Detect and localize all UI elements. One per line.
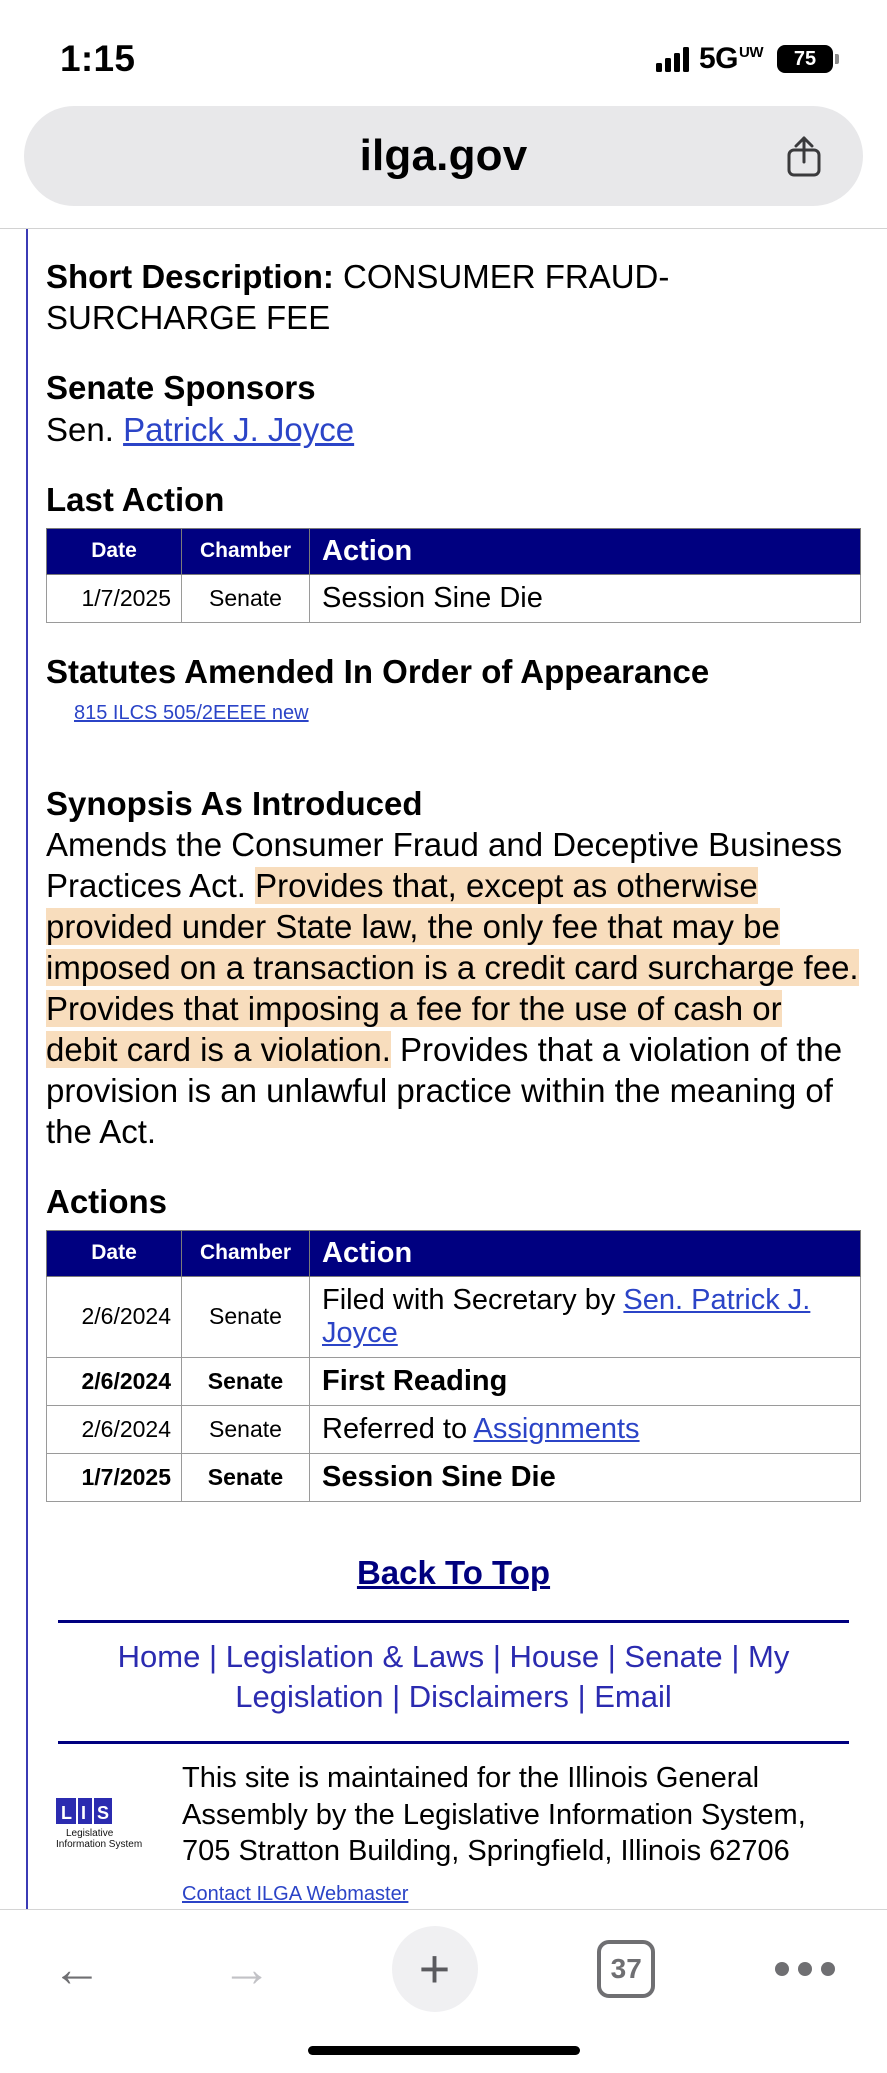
address-bar[interactable] (24, 106, 863, 206)
header-date: Date (47, 1230, 182, 1276)
actions-heading: Actions (46, 1182, 168, 1220)
status-time: 1:15 (60, 38, 136, 79)
cell-action: Session Sine Die (310, 574, 861, 622)
footer-info (46, 1744, 861, 1909)
url-text: ilga.gov (359, 131, 528, 180)
back-to-top-link[interactable]: Back To Top (356, 1553, 551, 1591)
statutes-amended-heading: Statutes Amended In Order of Appearance (46, 652, 710, 690)
more-button[interactable] (775, 1962, 835, 1976)
short-description (46, 257, 861, 339)
table-row (47, 1276, 861, 1357)
cell-action (310, 1276, 861, 1357)
lis-logo-icon (52, 1760, 170, 1857)
status-bar (0, 0, 887, 96)
cell-action: First Reading (310, 1357, 861, 1405)
svg-text:I: I (81, 1803, 87, 1824)
senate-sponsors-heading: Senate Sponsors (46, 368, 316, 406)
table-header-row (47, 1230, 861, 1276)
last-action-heading: Last Action (46, 480, 225, 518)
status-indicators (656, 42, 833, 76)
footer-link-my-legislation[interactable]: My Legislation (235, 1638, 790, 1714)
table-header-row (47, 528, 861, 574)
cell-chamber: Senate (182, 574, 310, 622)
cell-date: 1/7/2025 (47, 574, 182, 622)
synopsis-heading: Synopsis As Introduced (46, 784, 423, 822)
sponsor-line (46, 410, 861, 451)
cell-date: 2/6/2024 (47, 1357, 182, 1405)
footer-separator: | (731, 1638, 740, 1674)
browser-toolbar (0, 1909, 887, 2027)
header-date: Date (47, 528, 182, 574)
cell-chamber: Senate (182, 1453, 310, 1501)
footer-link-house[interactable]: House (509, 1638, 600, 1674)
cell-action-link[interactable]: Assignments (473, 1412, 640, 1445)
table-row (47, 574, 861, 622)
cell-chamber: Senate (182, 1276, 310, 1357)
short-description-value: CONSUMER FRAUD-SURCHARGE FEE (46, 258, 670, 336)
battery-indicator: 75 (777, 45, 833, 73)
forward-button[interactable] (221, 1940, 272, 1997)
cell-action-text: Filed with Secretary by (322, 1283, 624, 1316)
footer-separator: | (607, 1638, 616, 1674)
back-to-top[interactable] (46, 1554, 861, 1592)
sponsor-link[interactable]: Patrick J. Joyce (123, 410, 355, 448)
cell-action (310, 1405, 861, 1453)
statutes-link-wrap (74, 702, 861, 725)
share-icon[interactable] (785, 134, 823, 178)
sponsor-prefix: Sen. (46, 410, 114, 448)
actions-table (46, 1230, 861, 1502)
cell-date: 1/7/2025 (47, 1453, 182, 1501)
footer-webmaster-link[interactable]: Contact ILGA Webmaster (182, 1883, 409, 1905)
table-row (47, 1405, 861, 1453)
footer-maintained-block (182, 1760, 851, 1909)
cell-action: Session Sine Die (310, 1453, 861, 1501)
header-action: Action (310, 1230, 861, 1276)
footer-nav (46, 1623, 861, 1732)
last-action-table (46, 528, 861, 623)
signal-bars-icon (656, 46, 689, 72)
footer-separator: | (492, 1638, 501, 1674)
synopsis-highlighted: Provides that, except as otherwise provided under State law, the only fee that may be imposed on a transaction is a credit card surcharge fee. Provides that imposing a fee for the use of cash or debit card is a violation. (46, 867, 859, 1068)
footer-link-disclaimers[interactable]: Disclaimers (408, 1678, 569, 1714)
short-description-label: Short Description: (46, 258, 334, 295)
header-chamber: Chamber (182, 1230, 310, 1276)
synopsis-part1: Amends the Consumer Fraud and Deceptive Business Practices Act. (46, 826, 843, 905)
home-indicator[interactable] (308, 2046, 580, 2055)
svg-text:S: S (97, 1803, 110, 1824)
tab-count-icon: 37 (597, 1940, 655, 1998)
synopsis-part2: Provides that a violation of the provision is an unlawful practice within the meaning of the Act. (46, 1031, 843, 1150)
network-sub: UW (739, 44, 763, 61)
footer-separator: | (392, 1678, 401, 1714)
footer-link-legislation-laws[interactable]: Legislation & Laws (225, 1638, 485, 1674)
network-type: 5G (698, 42, 738, 75)
tabs-button[interactable] (597, 1940, 655, 1998)
header-action: Action (310, 528, 861, 574)
svg-text:Legislative: Legislative (66, 1828, 114, 1840)
footer-link-email[interactable]: Email (594, 1678, 672, 1714)
web-page-content (0, 228, 887, 1909)
table-row (47, 1453, 861, 1501)
header-chamber: Chamber (182, 528, 310, 574)
footer-separator: | (577, 1678, 586, 1714)
more-dots-icon (775, 1962, 835, 1976)
synopsis-text (46, 825, 861, 1152)
home-indicator-area (0, 2027, 887, 2073)
back-button[interactable] (52, 1940, 102, 1997)
new-tab-button[interactable] (392, 1926, 478, 2012)
footer-maintained-text: This site is maintained for the Illinois General Assembly by the Legislative Information System, 705 Stratton Building, Springfield, Illinois 62706 (182, 1762, 806, 1867)
footer-link-home[interactable]: Home (117, 1638, 201, 1674)
cell-date: 2/6/2024 (47, 1405, 182, 1453)
plus-icon: + (392, 1926, 478, 2012)
forward-arrow-icon: → (221, 1940, 272, 1997)
footer-link-senate[interactable]: Senate (624, 1638, 723, 1674)
cell-action-link[interactable]: Sen. Patrick J. Joyce (322, 1283, 811, 1349)
back-arrow-icon: ← (52, 1940, 102, 1997)
network-label (699, 42, 763, 76)
statute-link[interactable]: 815 ILCS 505/2EEEE new (74, 701, 309, 724)
cell-chamber: Senate (182, 1405, 310, 1453)
cell-action-text: Referred to (322, 1412, 474, 1445)
footer-separator: | (209, 1638, 218, 1674)
svg-text:Information System: Information System (56, 1839, 143, 1851)
cell-chamber: Senate (182, 1357, 310, 1405)
table-row (47, 1357, 861, 1405)
svg-text:L: L (61, 1803, 72, 1824)
left-border-rule (26, 229, 28, 1909)
cell-date: 2/6/2024 (47, 1276, 182, 1357)
url-bar-container (0, 96, 887, 228)
